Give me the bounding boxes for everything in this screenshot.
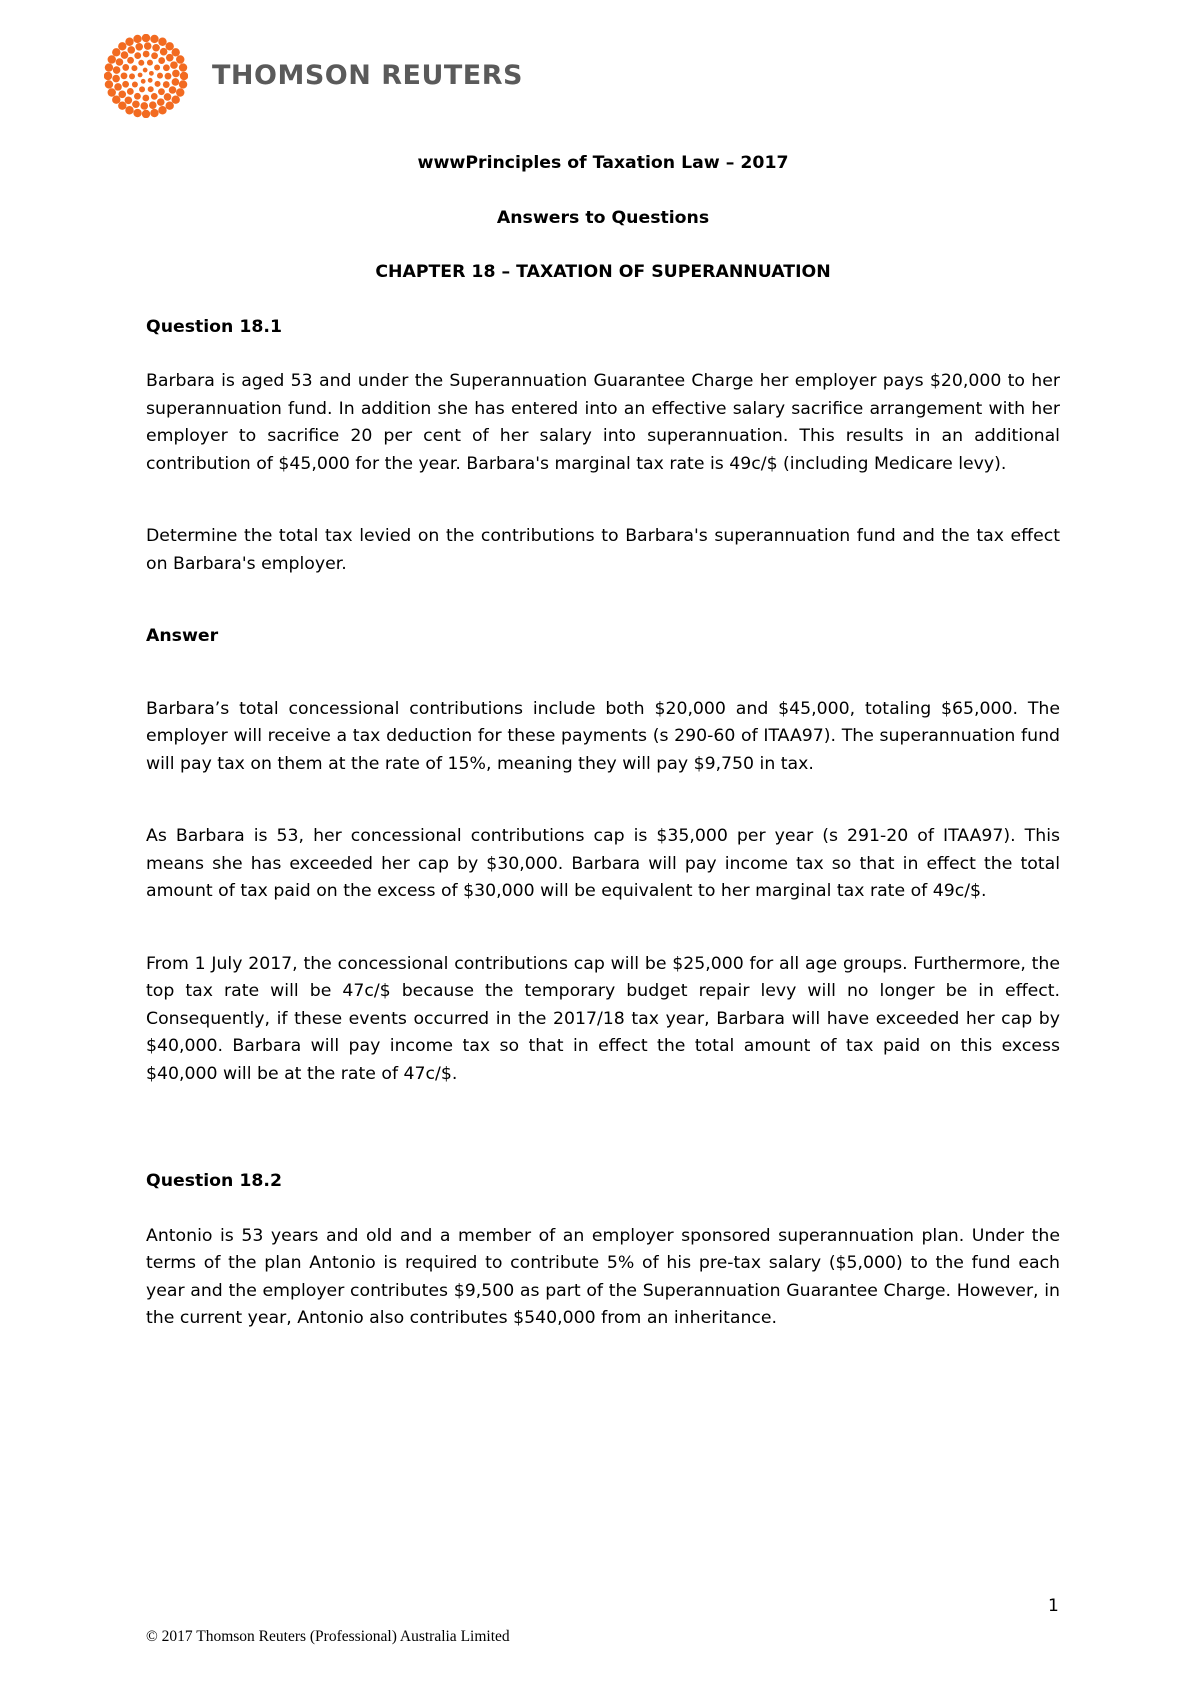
logo-dot bbox=[172, 48, 180, 56]
logo-dot bbox=[127, 46, 135, 54]
chapter-heading: CHAPTER 18 – TAXATION OF SUPERANNUATION bbox=[375, 262, 831, 282]
logo-dot bbox=[131, 65, 137, 71]
logo-dot bbox=[163, 81, 170, 88]
logo-dot bbox=[158, 38, 166, 46]
logo-dot bbox=[157, 73, 163, 79]
logo-dot bbox=[169, 86, 177, 94]
question-heading: Question 18.1 bbox=[146, 316, 283, 337]
logo-dot bbox=[180, 72, 188, 80]
logo-dot bbox=[118, 91, 126, 99]
logo-dot bbox=[127, 88, 134, 95]
document-subtitle: Answers to Questions bbox=[496, 207, 710, 228]
logo-dot bbox=[118, 42, 126, 50]
logo-dot bbox=[148, 78, 153, 83]
logo-dot bbox=[104, 72, 112, 80]
logo-dot bbox=[138, 60, 144, 66]
logo-dot bbox=[165, 102, 173, 110]
logo-dot bbox=[105, 63, 113, 71]
logo-dot bbox=[172, 95, 180, 103]
logo-dot bbox=[112, 95, 120, 103]
logo-dot bbox=[105, 80, 113, 88]
logo-dot bbox=[127, 57, 134, 64]
page-number: 1 bbox=[1048, 1596, 1059, 1616]
logo-dot bbox=[176, 55, 184, 63]
logo-dot bbox=[154, 64, 160, 70]
logo-dot bbox=[139, 86, 145, 92]
logo-dot bbox=[166, 54, 174, 62]
logo-dot bbox=[151, 52, 158, 59]
logo-dot bbox=[152, 44, 160, 52]
answer-heading: Answer bbox=[146, 626, 219, 646]
logo-dot bbox=[155, 81, 161, 87]
question-heading: Question 18.2 bbox=[146, 1171, 283, 1191]
logo-dot bbox=[116, 58, 124, 66]
logo-dot bbox=[129, 73, 135, 79]
logo-dot bbox=[149, 101, 157, 109]
logo-dot bbox=[140, 102, 148, 110]
logo-dot bbox=[142, 95, 149, 102]
answer-paragraph: As Barbara is 53, her concessional contributions cap is $35,000 per year (s 291-20 of ITAA97). This means she has exceeded her cap by $30,000. Barbara will pay income tax so that in effect the total amount of tax paid on the excess of $30,000 will be equivalent to her marginal tax rate of 49c/$. bbox=[146, 826, 1060, 901]
logo-dot bbox=[133, 109, 141, 117]
logo-dot bbox=[158, 57, 165, 64]
logo-dot bbox=[135, 43, 143, 51]
logo-dot bbox=[112, 75, 120, 83]
logo-dot bbox=[133, 35, 141, 43]
question-paragraph: Barbara is aged 53 and under the Superannuation Guarantee Charge her employer pays $20,000 to her superannuation fund. In addition she has entered into an effective salary sacrifice arrangement with her employer to sacrifice 20 per cent of her salary into superannuation. This results in an additional contribution of $45,000 for the year. Barbara's marginal tax rate is 49c/$ (including Medicare levy). bbox=[146, 371, 1060, 474]
logo-dot bbox=[125, 106, 133, 114]
logo-dot bbox=[108, 88, 116, 96]
logo-dot bbox=[150, 109, 158, 117]
logo-dot bbox=[142, 34, 150, 42]
logo-dot bbox=[147, 60, 153, 66]
logo-dot bbox=[151, 93, 158, 100]
logo-dot bbox=[172, 78, 180, 86]
logo-dot bbox=[170, 61, 178, 69]
logo-dot bbox=[165, 73, 172, 80]
logo-dot bbox=[172, 70, 180, 78]
logo-dot bbox=[121, 72, 128, 79]
logo-dot bbox=[108, 55, 116, 63]
question-paragraph: Determine the total tax levied on the contributions to Barbara's superannuation fund and the tax effect on Barbara's employer. bbox=[146, 526, 1060, 574]
logo-dot bbox=[144, 42, 152, 50]
question-paragraph: Antonio is 53 years and old and a member of an employer sponsored superannuation plan. Under the terms of the plan Antonio is required to contribute 5% of his pre-tax salary ($5,000) to the fund each year and the employer contributes $9,500 as part of the Superannuation Guarantee Charge. However, in the current year, Antonio also contributes $540,000 from an inheritance. bbox=[146, 1225, 1060, 1328]
logo-dot bbox=[134, 93, 141, 100]
logo-dot bbox=[179, 80, 187, 88]
logo-dot bbox=[176, 88, 184, 96]
answer-paragraph: Barbara’s total concessional contributions include both $20,000 and $45,000, totaling $65,000. The employer will receive a tax deduction for these payments (s 290-60 of ITAA97). The superannuation fund will pay tax on them at the rate of 15%, meaning they will pay $9,750 in tax. bbox=[146, 698, 1060, 774]
thomson-reuters-logo bbox=[104, 34, 523, 118]
logo-dot bbox=[141, 79, 146, 84]
answer-paragraph: From 1 July 2017, the concessional contributions cap will be $25,000 for all age groups. Furthermore, the top tax rate will be 47c/$ because the temporary budget repair levy will no longer be in effect. Consequently, if these events occurred in the 2017/18 tax year, Barbara will have exceeded her cap by $40,000. Barbara will pay income tax so that in effect the total amount of tax paid on this excess $40,000 will be at the rate of 47c/$. bbox=[146, 953, 1060, 1084]
logo-dot bbox=[165, 42, 173, 50]
logo-dot bbox=[121, 51, 129, 59]
logo-dot bbox=[132, 100, 140, 108]
logo-dot bbox=[138, 73, 143, 78]
logo-dot bbox=[134, 52, 141, 59]
logo-dot bbox=[143, 68, 148, 73]
logo-dot bbox=[118, 102, 126, 110]
logo-dot bbox=[122, 64, 129, 71]
logo-dot bbox=[164, 93, 172, 101]
logo-dot bbox=[158, 106, 166, 114]
logo-dot bbox=[122, 81, 129, 88]
logo-dot bbox=[125, 38, 133, 46]
logo-dot bbox=[157, 98, 165, 106]
logo-dot bbox=[148, 86, 154, 92]
brand-name: THOMSON REUTERS bbox=[212, 60, 523, 91]
logo-dot bbox=[112, 48, 120, 56]
logo-dot bbox=[114, 83, 122, 91]
logo-dot bbox=[158, 88, 165, 95]
reuters-dot-ring-icon bbox=[104, 34, 188, 118]
logo-dot bbox=[113, 66, 121, 74]
document-body bbox=[146, 150, 1060, 1333]
logo-dot bbox=[143, 51, 150, 58]
logo-dot bbox=[142, 110, 150, 118]
logo-dot bbox=[163, 64, 170, 71]
logo-dot bbox=[179, 63, 187, 71]
copyright-footer: © 2017 Thomson Reuters (Professional) Australia Limited bbox=[146, 1628, 510, 1645]
logo-dot bbox=[149, 71, 154, 76]
document-title: wwwPrinciples of Taxation Law – 2017 bbox=[417, 153, 789, 173]
logo-dot bbox=[132, 82, 138, 88]
logo-dot bbox=[150, 35, 158, 43]
logo-dot bbox=[160, 48, 168, 56]
logo-dot bbox=[125, 96, 133, 104]
